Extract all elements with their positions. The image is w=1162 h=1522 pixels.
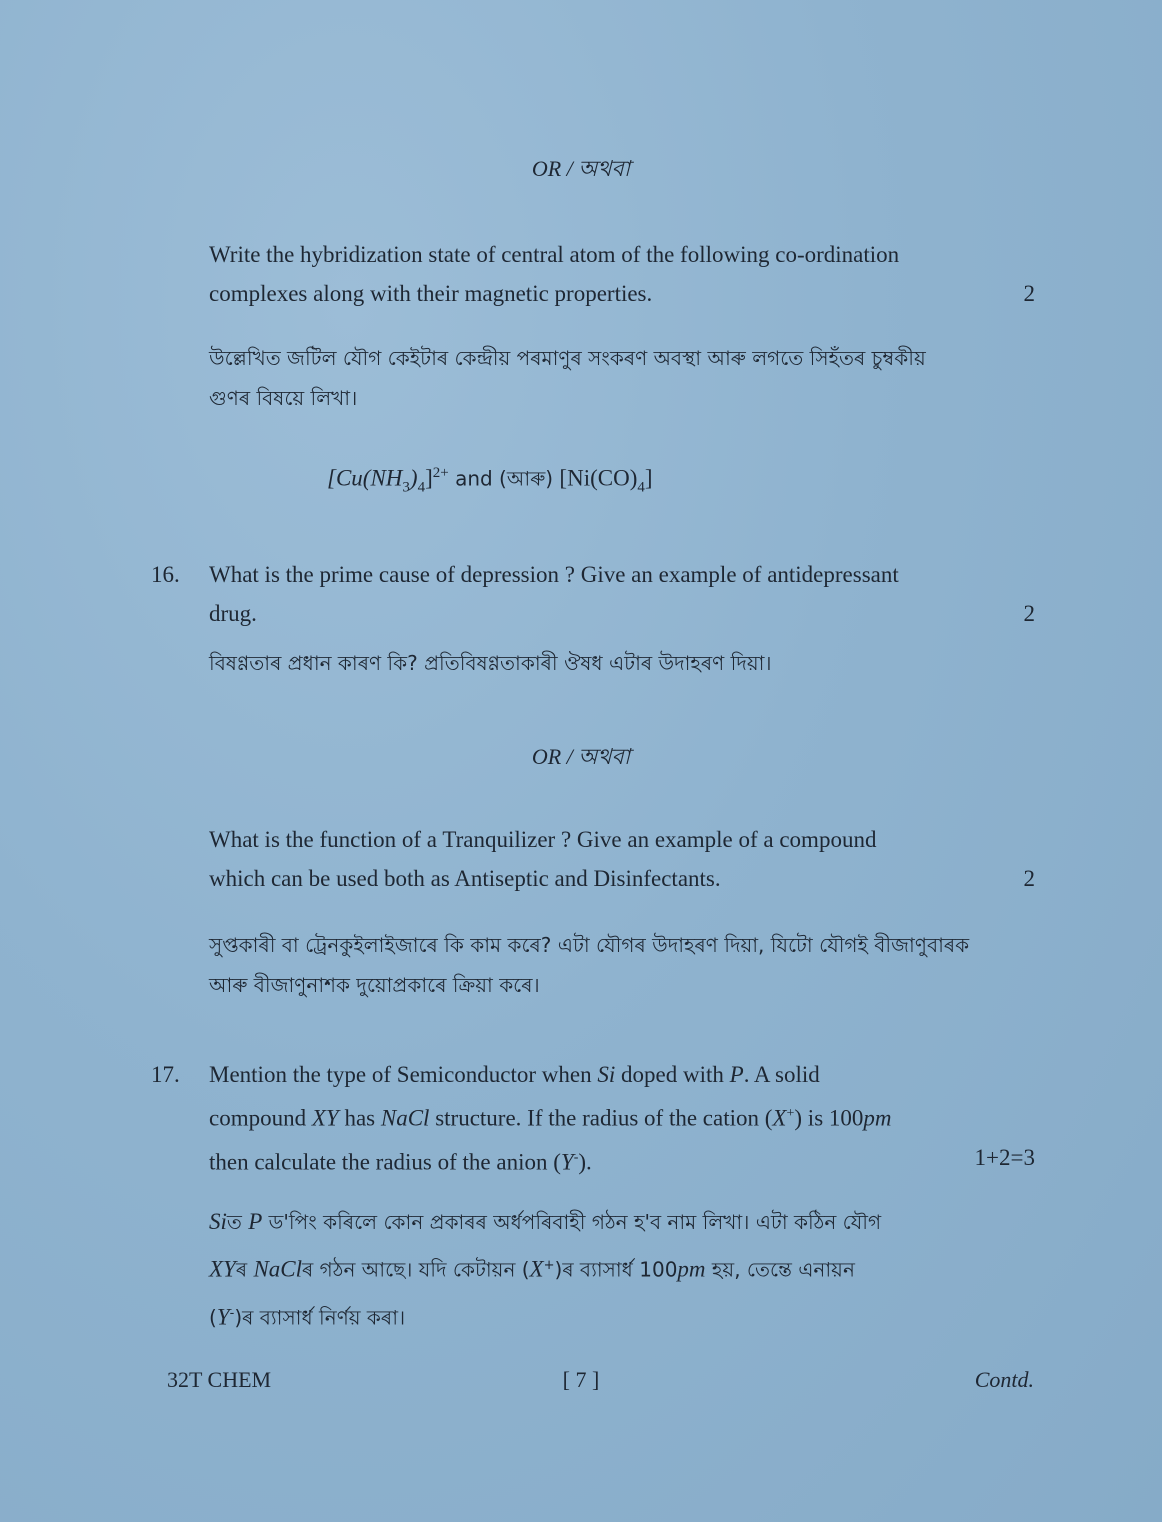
footer-contd: Contd. [974,1367,1034,1392]
question-16-assamese [209,643,1035,683]
q17-as1-a: ত [226,1210,249,1234]
q17-en3-minus: - [573,1149,579,1165]
q17-as1-p: P [248,1209,263,1234]
q17-en1-b: doped with [615,1062,730,1087]
q17-as3-a: ( [209,1305,217,1330]
q15or-marks: 2 [1023,281,1035,306]
q17-en3-y: Y [560,1149,574,1175]
question-17-assamese [209,1200,1035,1339]
formula-mid: and (আৰু) [448,466,560,491]
q17-assamese-line-3 [209,1292,1035,1340]
q15or-english-line-2 [209,274,1035,313]
q16or-assamese-line-1: সুপ্তকাৰী বা ট্ৰেনকুইলাইজাৰে কি কাম কৰে? এটা যৌগৰ উদাহৰণ দিয়া, যিটো যৌগই বীজাণুবাৰক [209,933,970,957]
formula-a-end: ) [409,465,418,491]
q17-assamese-line-2 [209,1244,1035,1292]
or-heading-1: OR / অথবা [531,156,631,181]
q17-en2-c: structure. If the radius of the cation ( [429,1105,773,1131]
formula-a-sub: 3 [402,479,410,496]
q17-en1-p: P [729,1062,744,1087]
q17-en3-a: then calculate the radius of the anion ( [209,1149,561,1175]
question-17-english [209,1055,1035,1181]
q16-marks: 2 [1023,601,1035,626]
formula-b-open: [Ni(CO) [559,465,638,491]
q17-as3-y: Y [216,1304,230,1330]
question-16-or-assamese [209,925,1035,1005]
q17-as2-plus: + [543,1258,555,1273]
footer-paper-code: 32T CHEM [167,1367,272,1392]
question-16-or-english [209,820,1035,898]
q17-as2-x: X [529,1256,544,1282]
q17-en3-b: ). [578,1149,592,1175]
q15or-english-line-1: Write the hybridization state of central atom of the following co-ordination [209,242,900,267]
q17-assamese-line-1 [209,1200,1035,1244]
q17-en2-nacl: NaCl [380,1105,430,1131]
q17-as2-xy: XY [209,1256,236,1282]
q16or-english-line-1: What is the function of a Tranquilizer ? Give an example of a compound [209,827,877,852]
q16or-assamese-line-2: আৰু বীজাণুনাশক দুয়োপ্ৰকাৰে ক্ৰিয়া কৰে। [209,973,540,997]
or-heading-2: OR / অথবা [531,744,631,769]
q17-as2-c: )ৰ ব্যাসাৰ্ধ 100 [554,1257,678,1282]
q17-en2-a: compound [209,1105,312,1131]
q17-english-line-2 [209,1094,1035,1138]
q17-as3-b: )ৰ ব্যাসাৰ্ধ নিৰ্ণয় কৰা। [234,1305,406,1330]
q17-en1-c: . A solid [743,1062,820,1087]
q17-as2-nacl: NaCl [253,1256,303,1282]
q16or-english-line-2-text: which can be used both as Antiseptic and Disinfectants. [209,866,721,891]
formula-b-sub: 4 [637,479,645,496]
q15or-english-line-2-text: complexes along with their magnetic properties. [209,281,653,306]
question-15-or-english [209,235,1035,313]
q17-en1-si: Si [597,1062,616,1087]
q17-en2-d: ) is 100 [794,1105,864,1131]
q15or-assamese-line-1: উল্লেখিত জটিল যৌগ কেইটাৰ কেন্দ্ৰীয় পৰমাণুৰ সংকৰণ অবস্থা আৰু লগতে সিহঁতৰ চুম্বকীয় [209,346,926,370]
q17-english-line-1 [209,1055,1035,1094]
question-16-english [209,555,1035,633]
q17-as2-d: হয়, তেন্তে এনায়ন [705,1257,855,1282]
formula-b-close: ] [644,465,653,491]
q16-english-line-2-text: drug. [209,601,257,626]
q17-as3-minus: - [229,1305,235,1321]
q16-english-line-1: What is the prime cause of depression ? Give an example of antidepressant [209,562,899,587]
q16or-english-line-2 [209,859,1035,898]
q16-english-line-2 [209,594,1035,633]
q17-marks: 1+2=3 [974,1144,1035,1170]
formula-a-sub2: 4 [417,479,426,496]
q17-as2-pm: pm [677,1256,706,1282]
question-15-or-assamese [209,338,1035,418]
footer-page-number: [ 7 ] [562,1367,600,1392]
q16-assamese-line-1: বিষণ্ণতাৰ প্ৰধান কাৰণ কি? প্ৰতিবিষণ্ণতাকাৰী ঔষধ এটাৰ উদাহৰণ দিয়া। [209,651,772,675]
q16or-marks: 2 [1023,866,1035,891]
q17-as1-b: ড'পিং কৰিলে কোন প্ৰকাৰৰ অৰ্ধপৰিবাহী গঠন হ'ব নাম লিখা। এটা কঠিন যৌগ [262,1210,882,1234]
q17-en2-pm: pm [863,1105,892,1131]
q17-english-line-3 [209,1138,1035,1182]
q17-as2-b: ৰ গঠন আছে। যদি কেটায়ন ( [302,1257,530,1282]
question-17-number: 17. [151,1062,180,1087]
formula-a-sup: 2+ [432,465,449,481]
formula-a: [Cu(NH [327,465,403,491]
q17-en1-a: Mention the type of Semiconductor when [209,1062,598,1087]
q17-en2-plus: + [786,1106,795,1121]
q17-en2-b: has [338,1105,381,1131]
q15or-formula [327,454,653,507]
q17-en2-xy: XY [311,1105,339,1131]
q17-as1-si: Si [209,1209,227,1234]
q17-en2-x: X [772,1105,787,1131]
q17-as2-a: ৰ [235,1257,254,1282]
formula-a-close: ] [425,465,433,491]
question-16-number: 16. [151,562,180,587]
q15or-assamese-line-2: গুণৰ বিষয়ে লিখা। [209,386,358,410]
